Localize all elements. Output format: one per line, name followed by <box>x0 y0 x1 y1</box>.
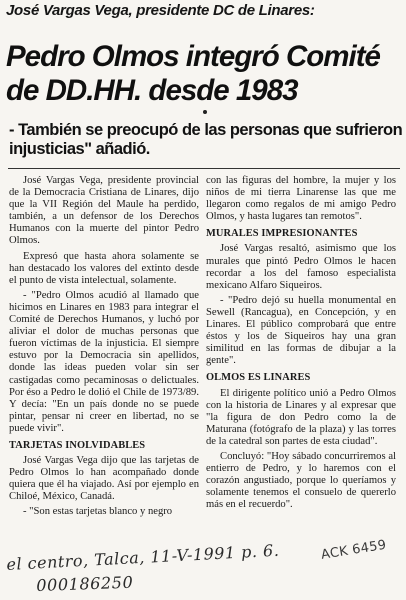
paragraph: El dirigente político unió a Pedro Olmos con la historia de Linares y al expresar que "la figura de don Pedro como la de Maturana (fotógrafo de la plaza) y las torres de la catedral son partes de esta ciudad". <box>206 387 396 447</box>
section-heading: MURALES IMPRESIONANTES <box>206 228 358 240</box>
divider <box>8 168 400 169</box>
paragraph: - "Pedro dejó su huella monumental en Sewell (Rancagua), en Concepción, y en Linares. El público comprobará que entre éstos y los de Siqueiros hay una gran similitud en las formas de dibujar a la gente". <box>206 294 396 367</box>
headline-line-2: de DD.HH. desde 1983 <box>6 74 298 107</box>
subheadline <box>9 121 401 159</box>
left-column <box>9 175 199 522</box>
paragraph: José Vargas Vega, presidente provincial de la Democracia Cristiana de Linares, dijo que la VII Región del Maule ha perdido, también, a un defensor de los Derechos Humanos con la muerte del pintor Pedro Olmos. <box>9 175 199 247</box>
paragraph: Expresó que hasta ahora solamente se han destacado los valores del extinto desde el punto de vista intelectual, solamente. <box>9 250 199 286</box>
handwritten-source-note: el centro, Talca, 11-V-1991 p. 6. <box>6 540 280 574</box>
paragraph: José Vargas resaltó, asimismo que los murales que pintó Pedro Olmos le hacen recordar a los del famoso especialista mexicano Alfaro Siqueiros. <box>206 243 396 291</box>
section-heading: TARJETAS INOLVIDABLES <box>9 439 146 451</box>
separator-dot <box>203 110 207 114</box>
paragraph: José Vargas Vega dijo que las tarjetas de Pedro Olmos lo han acompañado donde quiera que él ha viajado. Así por ejemplo en Chiloé, México, Canadá. <box>9 455 199 503</box>
paragraph: con las figuras del hombre, la mujer y los niños de mi tierra Linarense las que me llegaron como regalos de mi amigo Pedro Olmos, y hasta lugares tan remotos". <box>206 175 396 223</box>
headline <box>6 40 404 108</box>
headline-line-1: Pedro Olmos integró Comité <box>6 40 380 73</box>
right-column <box>206 175 396 514</box>
subheadline-line-1: - También se preocupó de las personas que sufrieron <box>9 121 403 139</box>
handwritten-code: 000186250 <box>36 572 134 595</box>
paragraph: Concluyó: "Hoy sábado concurriremos al entierro de Pedro, y lo haremos con el corazón angustiado, porque lo queríamos y solamente tenemos el consuelo de quererlo más en el recuerdo". <box>206 450 396 511</box>
kicker: José Vargas Vega, presidente DC de Linares: <box>6 2 315 19</box>
paragraph: - "Son estas tarjetas blanco y negro <box>23 506 173 518</box>
archive-stamp: ACK 6459 <box>320 537 388 563</box>
section-heading: OLMOS ES LINARES <box>206 372 311 384</box>
subheadline-line-2: injusticias" añadió. <box>9 140 150 158</box>
paragraph: - "Pedro Olmos acudió al llamado que hicimos en Linares en 1983 para integrar el Comité de Derechos Humanos, y luchó por aliviar el dolor de muchas personas que fueron víctimas de la injusticia. El siempre estuvo por la Democracia sin apellidos, donde las ideas pueden volar sin ser castigadas como pecaminosas o delictuales. Por éso a Pedro le dolió el Chile de 1973/89. Y decía: "En un país donde no se puede pintar, pensar ni creer en libertad, no se puede vivir". <box>9 289 199 434</box>
